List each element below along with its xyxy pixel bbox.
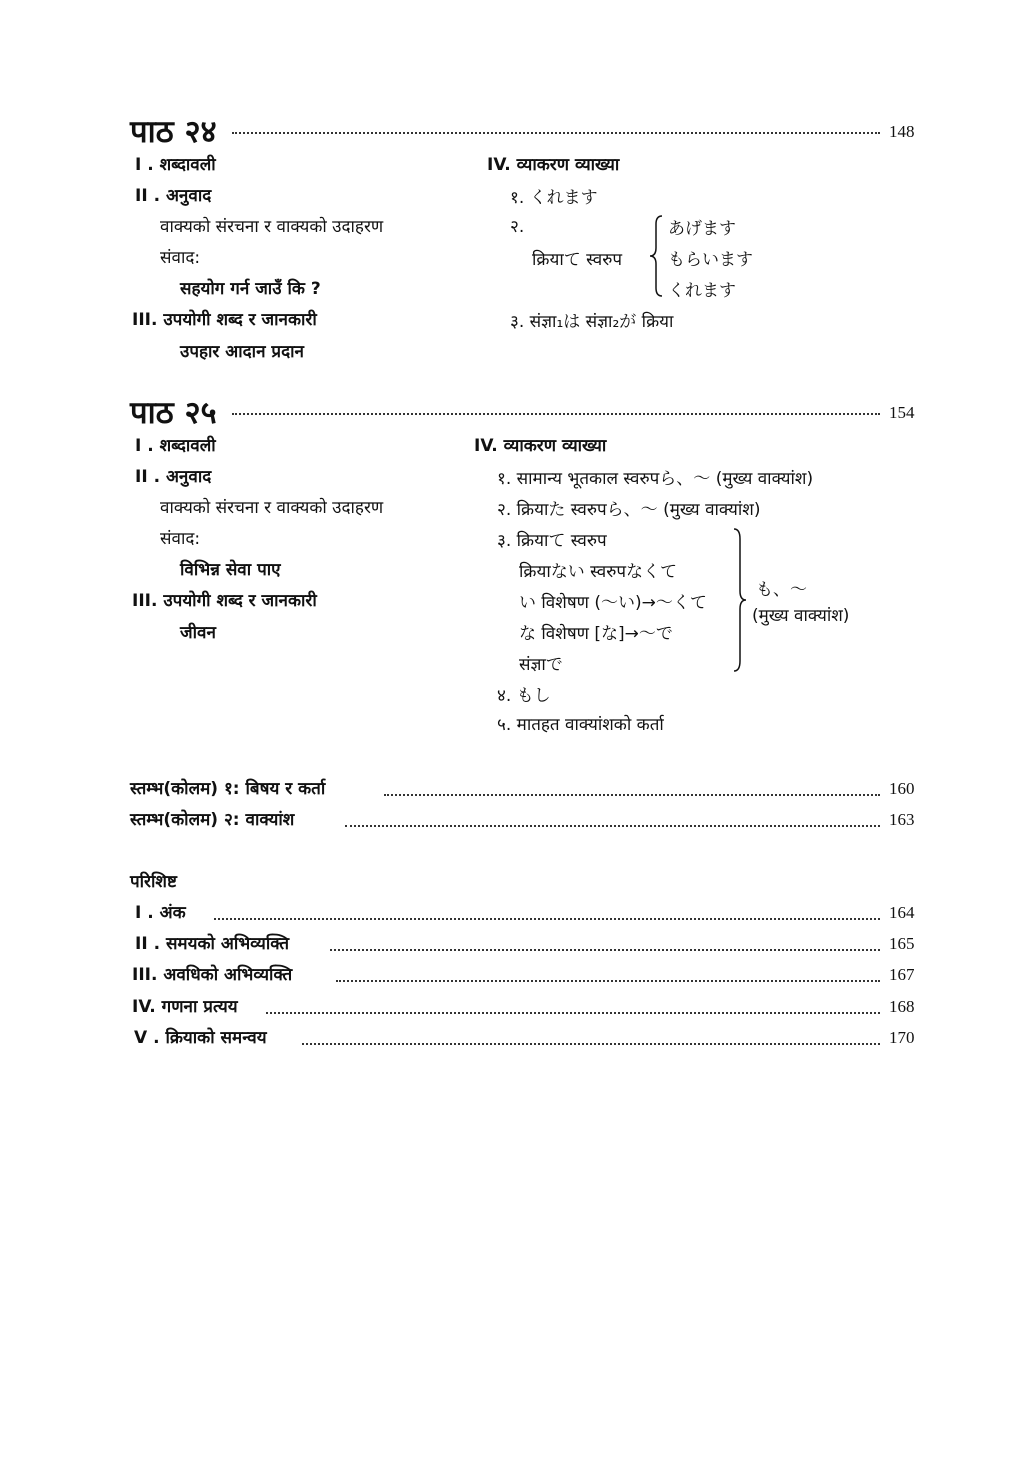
appendix-heading: परिशिष्ट <box>130 872 177 892</box>
toc-leader <box>384 794 880 796</box>
l24-verb-option: くれます <box>668 281 736 301</box>
appendix-page[interactable]: 165 <box>889 934 915 953</box>
toc-leader <box>232 413 880 415</box>
lesson-25-title[interactable]: पाठ २५ <box>130 395 217 431</box>
l25-grammar-side-2: (मुख्य वाक्यांश) <box>752 606 850 626</box>
appendix-entry[interactable]: I . अंक <box>135 903 186 923</box>
l25-grammar-item-1: १. सामान्य भूतकाल स्वरुपら、～ (मुख्य वाक्यांश) <box>497 469 814 489</box>
l24-grammar-item-1: १. くれます <box>510 188 598 208</box>
l25-grammar-sub: い विशेषण (～い)→～くて <box>519 593 707 613</box>
lesson-25-page[interactable]: 154 <box>889 403 915 422</box>
l25-grammar-sub: संज्ञाで <box>519 655 563 675</box>
toc-leader <box>345 825 880 827</box>
l24-useful-topic: उपहार आदान प्रदान <box>180 342 304 362</box>
l24-dialogue-title: सहयोग गर्न जाउँ कि ? <box>180 279 321 299</box>
l24-useful: III. उपयोगी शब्द र जानकारी <box>132 310 317 330</box>
appendix-entry[interactable]: IV. गणना प्रत्यय <box>132 997 238 1017</box>
toc-leader <box>214 918 880 920</box>
l25-translation: II . अनुवाद <box>135 467 212 487</box>
l25-vocab: I . शब्दावली <box>135 436 216 456</box>
l24-verb-option: あげます <box>668 219 736 239</box>
l25-grammar-item-2: २. क्रियाた स्वरुपら、～ (मुख्य वाक्यांश) <box>497 500 761 520</box>
column-page[interactable]: 163 <box>889 810 915 829</box>
l25-dialogue-title: विभिन्न सेवा पाए <box>180 560 281 580</box>
l24-vocab: I . शब्दावली <box>135 155 216 175</box>
l25-grammar-heading: IV. व्याकरण व्याख्या <box>474 436 607 456</box>
lesson-24-page[interactable]: 148 <box>889 122 915 141</box>
toc-leader <box>330 949 880 951</box>
toc-leader <box>336 980 880 982</box>
column-entry[interactable]: स्तम्भ(कोलम) १: बिषय र कर्ता <box>130 779 326 799</box>
l25-useful-topic: जीवन <box>180 623 216 643</box>
l24-grammar-item-2-label: क्रियाて स्वरुप <box>532 250 623 270</box>
l24-sentence: वाक्यको संरचना र वाक्यको उदाहरण <box>160 217 384 237</box>
lesson-24-title[interactable]: पाठ २४ <box>130 114 217 150</box>
l25-grammar-sub: な विशेषण [な]→～で <box>519 624 673 644</box>
toc-leader <box>302 1043 880 1045</box>
appendix-entry[interactable]: V . क्रियाको समन्वय <box>134 1028 267 1048</box>
l25-grammar-sub: क्रियाない स्वरुपなくて <box>519 562 678 582</box>
l25-grammar-item-3: ३. क्रियाて स्वरुप <box>497 531 607 551</box>
l24-grammar-heading: IV. व्याकरण व्याख्या <box>487 155 620 175</box>
appendix-page[interactable]: 167 <box>889 965 915 984</box>
curly-brace-icon <box>648 214 664 298</box>
l24-grammar-item-3: ३. संज्ञा₁は संज्ञा₂が क्रिया <box>510 312 674 332</box>
column-entry[interactable]: स्तम्भ(कोलम) २: वाक्यांश <box>130 810 295 830</box>
l24-verb-option: もらいます <box>668 250 753 270</box>
appendix-entry[interactable]: III. अवधिको अभिव्यक्ति <box>132 965 293 985</box>
l24-translation: II . अनुवाद <box>135 186 212 206</box>
appendix-page[interactable]: 164 <box>889 903 915 922</box>
column-page[interactable]: 160 <box>889 779 915 798</box>
l25-dialogue: संवाद: <box>160 529 201 549</box>
l25-useful: III. उपयोगी शब्द र जानकारी <box>132 591 317 611</box>
toc-leader <box>232 132 880 134</box>
toc-leader <box>266 1012 880 1014</box>
appendix-page[interactable]: 170 <box>889 1028 915 1047</box>
appendix-page[interactable]: 168 <box>889 997 915 1016</box>
l25-grammar-item-4: ४. もし <box>497 686 551 706</box>
l25-grammar-item-5: ५. मातहत वाक्यांशको कर्ता <box>497 715 664 735</box>
l25-grammar-side-1: も、～ <box>756 580 807 600</box>
l24-dialogue: संवाद: <box>160 248 201 268</box>
l25-sentence: वाक्यको संरचना र वाक्यको उदाहरण <box>160 498 384 518</box>
appendix-entry[interactable]: II . समयको अभिव्यक्ति <box>135 934 290 954</box>
curly-brace-icon <box>732 527 748 673</box>
l24-grammar-item-2-num: २. <box>510 217 525 237</box>
